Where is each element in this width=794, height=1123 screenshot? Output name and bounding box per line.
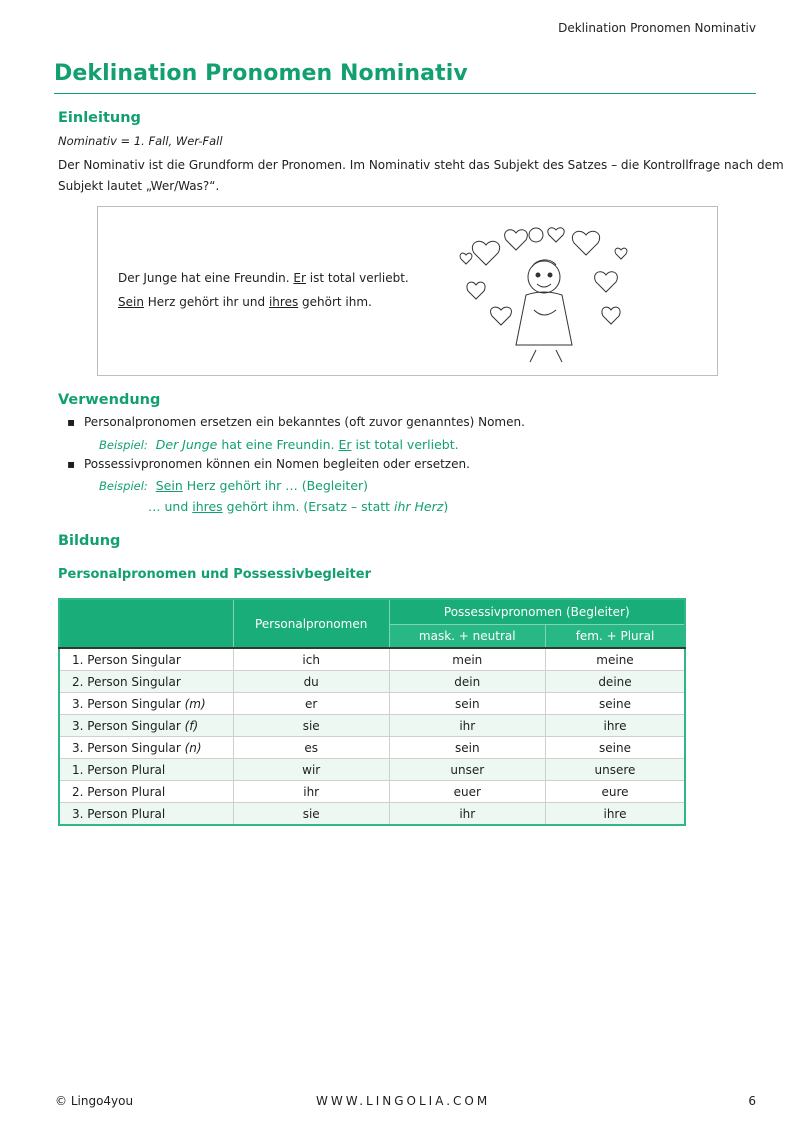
table-row — [59, 648, 685, 671]
footer-copyright: © Lingo4you — [55, 1094, 134, 1108]
section-heading-verwendung: Verwendung — [58, 392, 161, 408]
cell-personal: ihr — [233, 781, 389, 803]
table-row — [59, 715, 685, 737]
cell-mask-neutral: ihr — [389, 803, 545, 826]
row-label: 3. Person Singular (n) — [59, 737, 233, 759]
row-label: 3. Person Singular (m) — [59, 693, 233, 715]
copyright-icon: © — [55, 1094, 67, 1108]
bildung-subheading: Personalpronomen und Possessivbegleiter — [58, 567, 371, 582]
row-label: 3. Person Plural — [59, 803, 233, 826]
verwendung-point-2: Possessivpronomen können ein Nomen begleiten oder ersetzen. — [84, 457, 470, 471]
row-label: 3. Person Singular (f) — [59, 715, 233, 737]
einleitung-paragraph-line2: Subjekt lautet „Wer/Was?“. — [58, 179, 220, 193]
boy-with-hearts-illustration — [456, 215, 636, 365]
cell-fem-plural: seine — [545, 737, 685, 759]
cell-fem-plural: eure — [545, 781, 685, 803]
example-sentence-1: Der Junge hat eine Freundin. Er ist total verliebt. — [118, 271, 409, 285]
title-divider — [54, 93, 756, 94]
cell-mask-neutral: euer — [389, 781, 545, 803]
verwendung-point-1: Personalpronomen ersetzen ein bekanntes (oft zuvor genanntes) Nomen. — [84, 415, 525, 429]
bullet-icon: ▪ — [67, 457, 76, 471]
cell-fem-plural: seine — [545, 693, 685, 715]
cell-personal: es — [233, 737, 389, 759]
example-box — [97, 206, 718, 376]
section-heading-einleitung: Einleitung — [58, 110, 141, 126]
cell-personal: ich — [233, 648, 389, 671]
cell-fem-plural: ihre — [545, 803, 685, 826]
cell-personal: er — [233, 693, 389, 715]
cell-fem-plural: ihre — [545, 715, 685, 737]
verwendung-example-2b: … und ihres gehört ihm. (Ersatz – statt ihr Herz) — [148, 499, 449, 514]
verwendung-example-1: Beispiel: Der Junge hat eine Freundin. Er ist total verliebt. — [99, 437, 459, 452]
cell-mask-neutral: dein — [389, 671, 545, 693]
running-header: Deklination Pronomen Nominativ — [558, 21, 756, 35]
cell-fem-plural: deine — [545, 671, 685, 693]
bullet-icon: ▪ — [67, 415, 76, 429]
table-row — [59, 737, 685, 759]
table-row — [59, 693, 685, 715]
section-heading-bildung: Bildung — [58, 533, 121, 549]
cell-personal: sie — [233, 715, 389, 737]
row-label: 2. Person Plural — [59, 781, 233, 803]
cell-mask-neutral: sein — [389, 693, 545, 715]
footer-website-link[interactable]: WWW.LINGOLIA.COM — [316, 1094, 491, 1108]
table-row — [59, 671, 685, 693]
page-number: 6 — [748, 1094, 756, 1108]
pronoun-table — [58, 598, 686, 826]
cell-fem-plural: meine — [545, 648, 685, 671]
col-header-mask-neutral: mask. + neutral — [389, 625, 545, 649]
verwendung-example-2: Beispiel: Sein Herz gehört ihr … (Begleiter) — [99, 478, 369, 493]
cell-mask-neutral: ihr — [389, 715, 545, 737]
row-label: 1. Person Plural — [59, 759, 233, 781]
cell-mask-neutral: unser — [389, 759, 545, 781]
col-header-possessivpronomen: Possessivpronomen (Begleiter) — [389, 599, 685, 625]
einleitung-subtitle: Nominativ = 1. Fall, Wer-Fall — [58, 134, 223, 148]
cell-personal: wir — [233, 759, 389, 781]
cell-mask-neutral: mein — [389, 648, 545, 671]
page-title: Deklination Pronomen Nominativ — [54, 61, 468, 86]
row-label: 1. Person Singular — [59, 648, 233, 671]
header-empty-cell — [59, 599, 233, 648]
col-header-fem-plural: fem. + Plural — [545, 625, 685, 649]
row-label: 2. Person Singular — [59, 671, 233, 693]
einleitung-paragraph-line1: Der Nominativ ist die Grundform der Pronomen. Im Nominativ steht das Subjekt des Satzes – die Kontrollfrage nach dem — [58, 158, 784, 172]
cell-personal: sie — [233, 803, 389, 826]
cell-personal: du — [233, 671, 389, 693]
boy-figure — [516, 228, 572, 362]
col-header-personalpronomen: Personalpronomen — [233, 599, 389, 648]
cell-mask-neutral: sein — [389, 737, 545, 759]
cell-fem-plural: unsere — [545, 759, 685, 781]
example-sentence-2: Sein Herz gehört ihr und ihres gehört ihm. — [118, 295, 372, 309]
table-row — [59, 759, 685, 781]
table-row — [59, 781, 685, 803]
table-row — [59, 803, 685, 826]
heart-icon — [460, 228, 627, 325]
